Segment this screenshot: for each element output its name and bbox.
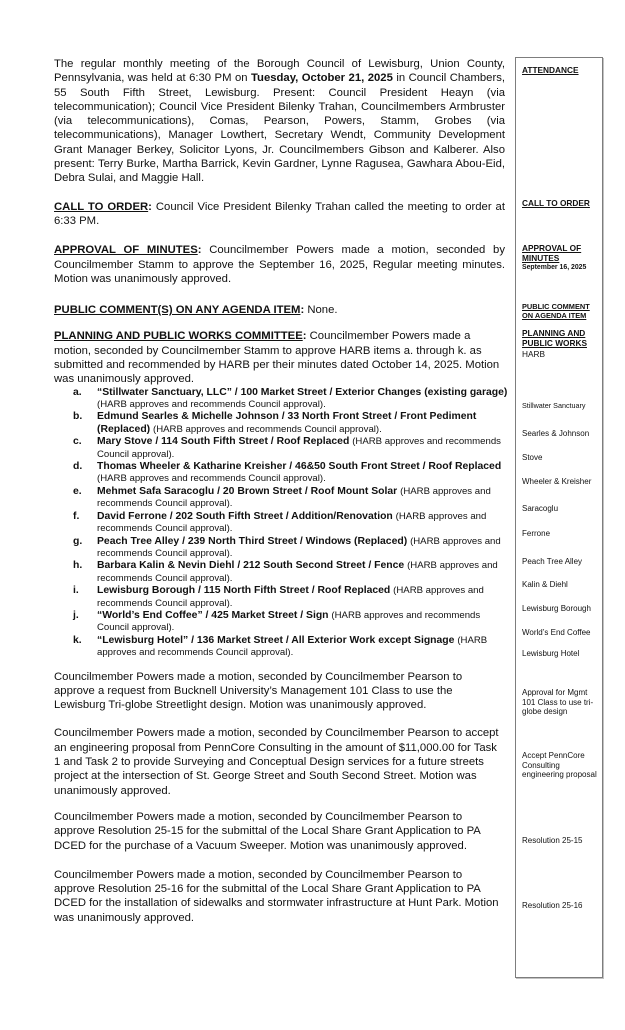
public-comment-text: None. xyxy=(304,304,338,317)
intro-text-post: in Council Chambers, 55 South Fifth Street, Lewisburg. Present: Council President Heayn (via telecommunication); Council Vice President Bilenky Trahan, Councilmembers Armbruster (via telecommunications), Comas, Pearson, Powers, Stamm, Grobes (via telecommunications), Manager Lowthert, Secretary Wendt, Community Development Grant Manager Berkey, Solicitor Lyons, Jr. Councilmembers Gibson and Kalberer. Also present: Terry Burke, Martha Barrick, Kevin Gardner, Lynne Ragusea, Gawhara Abou-Eid, Debra Sulai, and Maggie Hall. xyxy=(54,72,505,185)
harb-item-letter: h. xyxy=(73,560,83,572)
planning-public-works-text: Councilmember Powers made a motion, seconded by Councilmember Stamm to approve HARB items a. through k. as submitted and recommended by HARB per their minutes dated October 14, 2025. Motion was unanimously approved. xyxy=(54,330,500,386)
harb-item-b xyxy=(54,411,513,436)
section-call-to-order xyxy=(54,200,505,229)
margin-note-kalin-diehl: Kalin & Diehl xyxy=(522,580,568,589)
call-to-order-colon: : xyxy=(148,200,152,213)
margin-note-searles-johnson: Searles & Johnson xyxy=(522,429,590,438)
harb-item-a xyxy=(54,387,513,412)
harb-item-note: (HARB approves and recommends Council approval). xyxy=(97,399,326,411)
call-to-order-text: Council Vice President Bilenky Trahan called the meeting to order at 6:33 PM. xyxy=(54,200,505,227)
harb-item-f xyxy=(54,511,513,536)
harb-item-h xyxy=(54,560,513,585)
margin-notes-panel xyxy=(515,57,603,978)
harb-item-letter: i. xyxy=(73,585,79,597)
harb-item-letter: j. xyxy=(73,609,79,621)
harb-item-note: (HARB approves and recommends Council approval). xyxy=(153,423,382,435)
harb-item-title: Lewisburg Borough / 115 North Fifth Street / Roof Replaced xyxy=(97,585,391,597)
harb-item-note: (HARB approves and recommends Council approval). xyxy=(97,535,501,559)
approval-of-minutes-text: Councilmember Powers made a motion, seconded by Councilmember Stamm to approve the September 16, 2025, Regular meeting minutes. Motion was unanimously approved. xyxy=(54,244,505,285)
margin-note-stillwater-sanctuary: Stillwater Sanctuary xyxy=(522,401,586,410)
harb-item-title: Thomas Wheeler & Katharine Kreisher / 46&50 South Front Street / Roof Replaced xyxy=(97,461,502,473)
margin-note-approval-of-minutes: APPROVAL OF MINUTES xyxy=(522,243,582,263)
margin-note-peach-tree-alley: Peach Tree Alley xyxy=(522,557,583,566)
harb-item-title: Peach Tree Alley / 239 North Third Street / Windows (Replaced) xyxy=(97,535,408,547)
margin-note-worlds-end-coffee: World’s End Coffee xyxy=(522,628,591,637)
harb-item-letter: a. xyxy=(73,386,82,398)
harb-item-j xyxy=(54,610,513,635)
section-approval-of-minutes xyxy=(54,243,505,286)
approval-of-minutes-heading: APPROVAL OF MINUTES xyxy=(54,244,198,257)
margin-note-lewisburg-borough: Lewisburg Borough xyxy=(522,604,591,613)
margin-note-attendance: ATTENDANCE xyxy=(522,65,579,75)
intro-text-pre: The regular monthly meeting of the Borough Council of Lewisburg, Union County, Pennsylvania, was held at 6:30 PM on xyxy=(54,58,505,85)
section-planning-public-works xyxy=(54,329,505,386)
harb-item-title: Edmund Searles & Michelle Johnson / 33 North Front Street / Front Pediment (Replaced) xyxy=(97,411,477,435)
harb-item-letter: b. xyxy=(73,411,83,423)
harb-item-c xyxy=(54,436,513,461)
harb-item-g xyxy=(54,536,513,561)
margin-note-resolution-25-15: Resolution 25-15 xyxy=(522,836,583,845)
harb-items-list xyxy=(54,387,513,660)
harb-item-title: Mehmet Safa Saracoglu / 20 Brown Street / Roof Mount Solar xyxy=(97,485,398,497)
harb-item-title: Barbara Kalin & Nevin Diehl / 212 South Second Street / Fence xyxy=(97,560,405,572)
harb-item-letter: k. xyxy=(73,634,82,646)
harb-item-note: (HARB approves and recommends Council approval). xyxy=(97,609,481,634)
harb-item-title: “Stillwater Sanctuary, LLC” / 100 Market Street / Exterior Changes (existing garage) xyxy=(97,386,508,398)
margin-note-public-comment: PUBLIC COMMENT ON AGENDA ITEM xyxy=(522,302,590,320)
motion-resolution-25-16-paragraph: Councilmember Powers made a motion, seconded by Councilmember Pearson to approve Resolution 25-16 for the submittal of the Local Share Grant Application to PA DCED for the installation of sidewalks and stormwater infrastructure at Hunt Park. Motion was unanimously approved. xyxy=(54,868,499,924)
margin-note-wheeler-kreisher: Wheeler & Kreisher xyxy=(522,477,592,486)
harb-item-letter: e. xyxy=(73,485,82,497)
harb-item-letter: f. xyxy=(73,510,80,522)
margin-note-lewisburg-hotel: Lewisburg Hotel xyxy=(522,649,580,658)
harb-item-note: (HARB approves and recommends Council approval). xyxy=(97,436,501,460)
harb-item-note: (HARB approves and recommends Council approval). xyxy=(97,485,491,510)
motion-resolution-25-15-paragraph: Councilmember Powers made a motion, seconded by Councilmember Pearson to approve Resolution 25-15 for the submittal of the Local Share Grant Application to PA DCED for the purchase of a Vacuum Sweeper. Motion was unanimously approved. xyxy=(54,810,481,852)
planning-public-works-colon: : xyxy=(302,330,307,343)
meeting-date: Tuesday, October 21, 2025 xyxy=(251,72,393,85)
section-public-comment xyxy=(54,303,505,317)
margin-note-mgmt-101-approval: Approval for Mgmt 101 Class to use tri-globe design xyxy=(522,688,594,716)
harb-item-letter: g. xyxy=(73,535,83,547)
public-comment-colon: : xyxy=(300,304,305,317)
approval-of-minutes-colon: : xyxy=(197,244,202,257)
harb-item-title: “World’s End Coffee” / 425 Market Street / Sign xyxy=(97,609,329,621)
harb-item-note: (HARB approves and recommends Council approval). xyxy=(97,634,488,659)
margin-note-harb: HARB xyxy=(522,349,546,359)
margin-note-call-to-order: CALL TO ORDER xyxy=(522,198,590,208)
harb-item-title: David Ferrone / 202 South Fifth Street / Addition/Renovation xyxy=(97,510,393,522)
harb-item-note: (HARB approves and recommends Council approval). xyxy=(97,585,484,609)
margin-note-saracoglu: Saracoglu xyxy=(522,504,559,513)
harb-item-note: (HARB approves and recommends Council approval). xyxy=(97,560,498,584)
planning-public-works-heading: PLANNING AND PUBLIC WORKS COMMITTEE xyxy=(54,330,303,343)
intro-paragraph xyxy=(54,57,505,186)
harb-item-title: “Lewisburg Hotel” / 136 Market Street / All Exterior Work except Signage xyxy=(97,634,455,646)
margin-note-resolution-25-16: Resolution 25-16 xyxy=(522,901,583,910)
harb-item-e xyxy=(54,486,513,511)
harb-item-d xyxy=(54,461,513,486)
harb-item-letter: c. xyxy=(73,436,82,448)
harb-item-i xyxy=(54,585,513,610)
minutes-body xyxy=(54,57,508,925)
public-comment-heading: PUBLIC COMMENT(S) ON ANY AGENDA ITEM xyxy=(54,304,301,317)
call-to-order-heading: CALL TO ORDER xyxy=(54,200,149,213)
harb-item-note: (HARB approves and recommends Council approval). xyxy=(97,510,487,535)
margin-note-ferrone: Ferrone xyxy=(522,529,551,538)
harb-item-note: (HARB approves and recommends Council approval). xyxy=(97,473,326,485)
motion-penncore-paragraph: Councilmember Powers made a motion, seconded by Councilmember Pearson to accept an engineering proposal from PennCore Consulting in the amount of $11,000.00 for Task 1 and Task 2 to provide Surveying and Conceptual Design services for a future streets project at the intersection of St. George Street and South Second Street. Motion was unanimously approved. xyxy=(54,727,499,797)
harb-item-k xyxy=(54,635,513,660)
margin-note-penncore-proposal: Accept PennCore Consulting engineering proposal xyxy=(522,751,597,779)
margin-note-planning-public-works: PLANNING AND PUBLIC WORKS xyxy=(522,328,587,348)
motion-tri-globe-paragraph: Councilmember Powers made a motion, seconded by Councilmember Pearson to approve a request from Bucknell University’s Management 101 Class to use the Lewisburg Tri-globe Streetlight design. Motion was unanimously approved. xyxy=(54,670,463,712)
harb-item-title: Mary Stove / 114 South Fifth Street / Roof Replaced xyxy=(97,436,350,448)
harb-item-letter: d. xyxy=(73,461,83,473)
margin-note-stove: Stove xyxy=(522,453,543,462)
margin-note-minutes-date: September 16, 2025 xyxy=(522,264,587,271)
